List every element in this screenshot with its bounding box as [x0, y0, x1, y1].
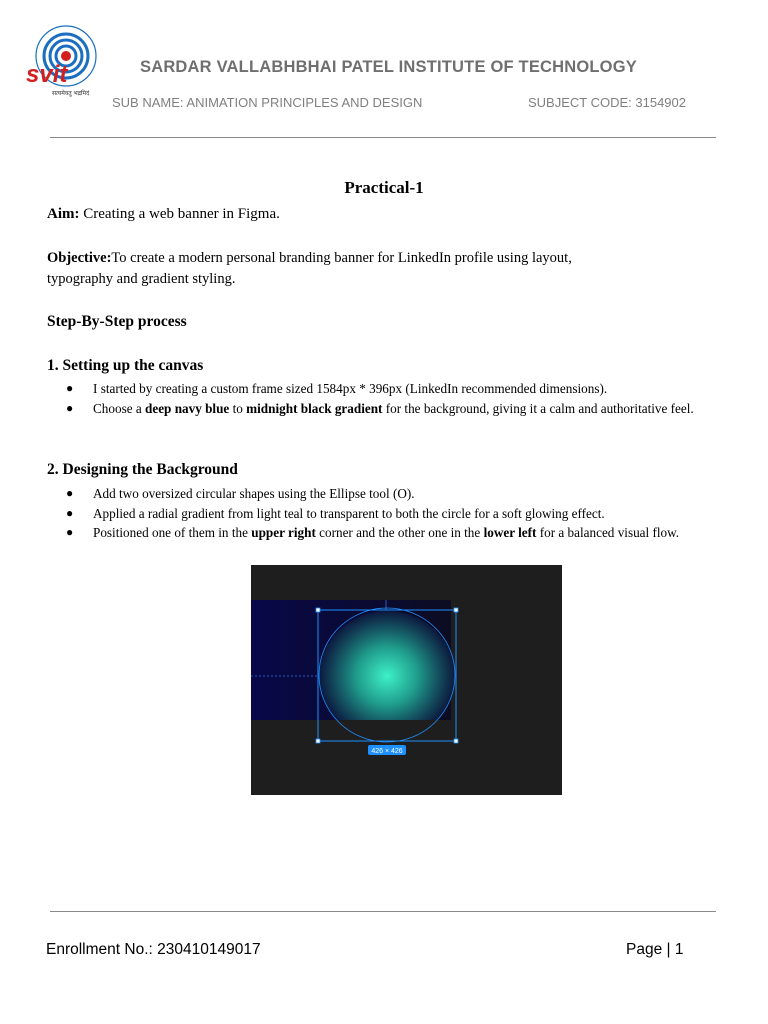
- section-1-heading: 1. Setting up the canvas: [47, 357, 204, 374]
- list-item: [62, 484, 712, 504]
- aim-label: Aim:: [47, 206, 80, 222]
- section-1-bullets: [62, 379, 712, 418]
- objective-line-2: typography and gradient styling.: [47, 271, 236, 287]
- process-heading: Step-By-Step process: [47, 313, 187, 330]
- header-divider: [50, 137, 716, 138]
- subject-code: SUBJECT CODE: 3154902: [528, 95, 686, 110]
- objective-text-1: To create a modern personal branding banner for LinkedIn profile using layout,: [111, 250, 572, 266]
- institute-logo: [22, 20, 110, 100]
- list-item: [62, 399, 712, 419]
- bullet-text: for the background, giving it a calm and authoritative feel.: [382, 400, 694, 416]
- objective-line-1: [47, 248, 720, 268]
- section-2-bullets: [62, 484, 712, 543]
- bullet-dot: ●: [66, 505, 74, 520]
- bullet-text: Positioned one of them in the: [93, 525, 252, 540]
- bullet-text: corner and the other one in the: [315, 525, 484, 540]
- list-item: [62, 379, 712, 399]
- resize-handle[interactable]: [316, 608, 320, 612]
- bullet-dot: ●: [66, 486, 74, 500]
- practical-title: Practical-1: [344, 178, 424, 197]
- bullet-dot: ●: [66, 381, 74, 395]
- enrollment-number: Enrollment No.: 230410149017: [46, 941, 261, 958]
- bullet-text: I started by creating a custom frame sized 1584px * 396px (LinkedIn recommended dimensions).: [93, 381, 608, 396]
- list-item: [62, 504, 712, 524]
- figma-screenshot: [251, 565, 562, 795]
- resize-handle[interactable]: [454, 739, 458, 743]
- resize-handle[interactable]: [454, 608, 458, 612]
- bullet-text: Applied a radial gradient from light teal to transparent to both the circle for a soft glowing effect.: [93, 505, 605, 521]
- logo-wordmark: svit: [26, 61, 68, 88]
- bullet-dot: ●: [66, 525, 74, 539]
- bullet-text: Choose a: [93, 400, 146, 416]
- resize-handle[interactable]: [316, 739, 320, 743]
- bullet-text: to: [229, 400, 247, 416]
- bullet-bold: midnight black gradient: [246, 400, 383, 416]
- bullet-bold: upper right: [251, 525, 316, 540]
- list-item: [62, 523, 712, 543]
- bullet-bold: lower left: [483, 525, 537, 540]
- section-2-heading: 2. Designing the Background: [47, 461, 238, 478]
- bullet-dot: ●: [66, 400, 74, 415]
- objective-label: Objective:: [47, 250, 112, 266]
- dark-overlay: [251, 720, 562, 795]
- size-badge: 426 × 426: [371, 748, 403, 755]
- logo-tagline: सत्यमेवतु भद्रमिदं: [52, 90, 90, 97]
- page-number: Page | 1: [626, 941, 684, 958]
- institute-name: SARDAR VALLABHBHAI PATEL INSTITUTE OF TECHNOLOGY: [140, 58, 637, 76]
- aim-text: Creating a web banner in Figma.: [79, 206, 280, 222]
- subject-name: SUB NAME: ANIMATION PRINCIPLES AND DESIGN: [112, 95, 423, 110]
- bullet-text: for a balanced visual flow.: [536, 525, 680, 540]
- bullet-bold: deep navy blue: [145, 400, 230, 416]
- footer-divider: [50, 911, 716, 912]
- aim-line: [47, 204, 720, 224]
- bullet-text: Add two oversized circular shapes using the Ellipse tool (O).: [93, 486, 415, 501]
